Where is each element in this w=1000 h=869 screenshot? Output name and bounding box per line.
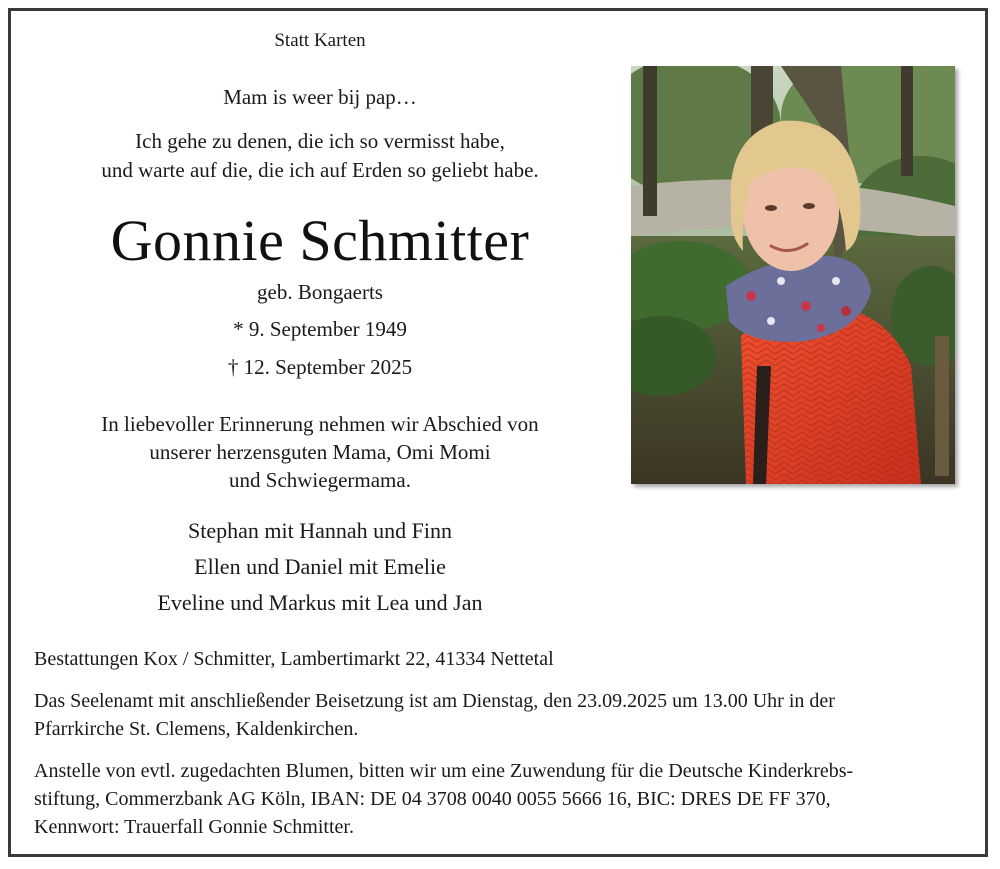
- undertaker-info: Bestattungen Kox / Schmitter, Lambertimarkt 22, 41334 Nettetal: [34, 648, 554, 670]
- service-line: Pfarrkirche St. Clemens, Kaldenkirchen.: [34, 718, 359, 740]
- memorial-line: In liebevoller Erinnerung nehmen wir Abschied von: [101, 412, 539, 436]
- verse-line: Ich gehe zu denen, die ich so vermisst habe,: [135, 129, 505, 153]
- motto: Mam is weer bij pap…: [223, 85, 417, 109]
- family-member: Eveline und Markus mit Lea und Jan: [157, 590, 483, 615]
- death-date: † 12. September 2025: [227, 355, 413, 379]
- portrait-photo: [631, 66, 955, 484]
- donation-info: [34, 757, 964, 841]
- service-line: Das Seelenamt mit anschließender Beisetzung ist am Dienstag, den 23.09.2025 um 13.00 Uhr in der: [34, 690, 835, 712]
- donation-line: stiftung, Commerzbank AG Köln, IBAN: DE 04 3708 0040 0055 5666 16, BIC: DRES DE FF 370,: [34, 788, 831, 810]
- birth-date: * 9. September 1949: [233, 317, 407, 341]
- memorial-line: unserer herzensguten Mama, Omi Momi: [149, 440, 491, 464]
- family-list: [30, 513, 610, 621]
- intro-text: Statt Karten: [274, 30, 366, 51]
- verse: [30, 127, 610, 185]
- family-member: Ellen und Daniel mit Emelie: [194, 554, 446, 579]
- memorial-line: und Schwiegermama.: [229, 468, 411, 492]
- memorial-text: [30, 410, 610, 494]
- verse-line: und warte auf die, die ich auf Erden so geliebt habe.: [101, 158, 539, 182]
- deceased-name: Gonnie Schmitter: [110, 208, 530, 273]
- family-member: Stephan mit Hannah und Finn: [188, 518, 452, 543]
- donation-line: Anstelle von evtl. zugedachten Blumen, bitten wir um eine Zuwendung für die Deutsche Kinderkrebs-: [34, 760, 854, 782]
- maiden-name: geb. Bongaerts: [257, 280, 383, 304]
- donation-line: Kennwort: Trauerfall Gonnie Schmitter.: [34, 816, 354, 838]
- service-info: [34, 687, 964, 743]
